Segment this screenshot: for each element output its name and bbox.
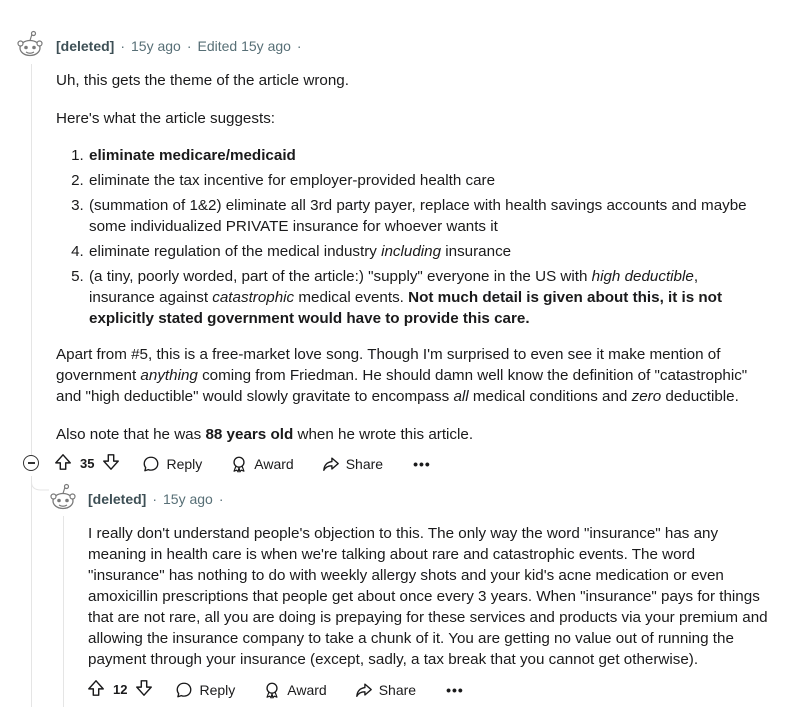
text-span: medical events. (294, 289, 409, 306)
text-span: , insurance against (89, 268, 699, 306)
text-span: medical conditions and (468, 388, 632, 405)
italic-text: all (453, 388, 469, 405)
suggestion-list (56, 145, 756, 329)
share-button[interactable] (355, 681, 416, 699)
vote-group (87, 679, 153, 700)
share-label: Share (378, 681, 417, 698)
reply-label: Reply (166, 455, 203, 472)
text-span: deductible. (661, 388, 739, 405)
separator-dot: · (120, 38, 126, 54)
more-options-button[interactable] (413, 456, 431, 472)
share-button[interactable] (322, 455, 383, 473)
text-span: insurance (441, 243, 512, 260)
paragraph (56, 424, 756, 445)
more-options-button[interactable] (446, 682, 464, 698)
reply-button[interactable] (142, 455, 202, 473)
reply-button[interactable] (175, 681, 235, 699)
text-span: Apart from #5, this is a free-market love song. Though I'm surprised to even see it make mention of government (56, 346, 721, 384)
award-button[interactable] (230, 455, 293, 473)
avatar[interactable] (47, 482, 79, 514)
author-name[interactable]: [deleted] (88, 491, 147, 507)
paragraph: Here's what the article suggests: (56, 110, 276, 127)
upvote-button[interactable] (54, 453, 72, 474)
text-span: coming from Friedman. He should damn well know the definition of "catastrophic" and "high deductible" would slowly gravitate to encompass (56, 367, 748, 405)
list-item: 3. (summation of 1&2) eliminate all 3rd party payer, replace with health savings accounts and maybe some individualized PRIVATE insurance for whoever wants it (88, 195, 756, 237)
italic-text: zero (631, 388, 662, 405)
avatar[interactable] (14, 29, 46, 61)
award-icon (230, 455, 248, 473)
action-bar (54, 453, 431, 474)
downvote-button[interactable] (102, 453, 120, 474)
list-item: 2. eliminate the tax incentive for employer-provided health care (88, 170, 756, 191)
vote-group (54, 453, 120, 474)
paragraph: I really don't understand people's objection to this. The only way the word "insurance" has any meaning in health care is when we're talking about rare and catastrophic events. The word "insurance" has nothing to do with weekly allergy shots and your kid's acne medication or even amoxicillin prescriptions that people get about once every 3 years. When "insurance" pays for things that are not rare, all you are doing is prepaying for these services and products via your premium and allowing the insurance company to take a chunk of it. You are getting no value out of running the payment through your insurance (except, sadly, a tax break that you cannot get otherwise). (88, 525, 768, 668)
comment-body (56, 70, 756, 445)
comment-meta (56, 38, 308, 54)
separator-dot: · (186, 38, 192, 54)
more-options-icon: ••• (446, 681, 464, 698)
edited-label: Edited 15y ago (197, 38, 291, 54)
reply-icon (142, 455, 160, 473)
text-span: when he wrote this article. (293, 426, 474, 443)
award-label: Award (254, 455, 294, 472)
paragraph (56, 344, 756, 407)
text-span: (a tiny, poorly worded, part of the article:) "supply" everyone in the US with (89, 268, 592, 285)
italic-text: high deductible (591, 268, 694, 285)
text-span: eliminate regulation of the medical industry (89, 243, 382, 260)
snoo-avatar-icon (14, 29, 46, 61)
separator-dot: · (218, 491, 224, 507)
action-bar (87, 679, 464, 700)
list-item (88, 241, 756, 262)
award-icon (263, 681, 281, 699)
upvote-icon (54, 453, 72, 471)
separator-dot: · (296, 38, 302, 54)
author-name[interactable]: [deleted] (56, 38, 115, 54)
comment-meta (88, 491, 230, 507)
downvote-button[interactable] (135, 679, 153, 700)
share-icon (355, 681, 373, 699)
italic-text: including (381, 243, 442, 260)
separator-dot: · (152, 491, 158, 507)
snoo-avatar-icon (47, 482, 79, 514)
thread-line (31, 64, 32, 458)
award-button[interactable] (263, 681, 326, 699)
thread-line-branch (31, 476, 32, 707)
list-item (88, 145, 756, 166)
list-item-text: eliminate medicare/medicaid (89, 147, 296, 164)
more-options-icon: ••• (413, 455, 431, 472)
list-item (88, 266, 756, 329)
timestamp[interactable]: 15y ago (163, 491, 213, 507)
reply-icon (175, 681, 193, 699)
timestamp[interactable]: 15y ago (131, 38, 181, 54)
comment-body (88, 523, 768, 670)
italic-text: catastrophic (212, 289, 295, 306)
vote-count: 12 (113, 682, 128, 697)
bold-text: 88 years old (205, 426, 294, 443)
upvote-icon (87, 679, 105, 697)
italic-text: anything (140, 367, 198, 384)
reply-label: Reply (199, 681, 236, 698)
share-label: Share (345, 455, 384, 472)
award-label: Award (287, 681, 327, 698)
collapse-thread-button[interactable] (23, 455, 39, 471)
downvote-icon (102, 453, 120, 471)
paragraph: Uh, this gets the theme of the article wrong. (56, 72, 349, 89)
thread-line-child (63, 516, 64, 707)
bold-text: Not much detail is given about this, it is not explicitly stated government would have to provide this care. (89, 289, 723, 327)
downvote-icon (135, 679, 153, 697)
vote-count: 35 (80, 456, 95, 471)
share-icon (322, 455, 340, 473)
upvote-button[interactable] (87, 679, 105, 700)
text-span: Also note that he was (56, 426, 206, 443)
